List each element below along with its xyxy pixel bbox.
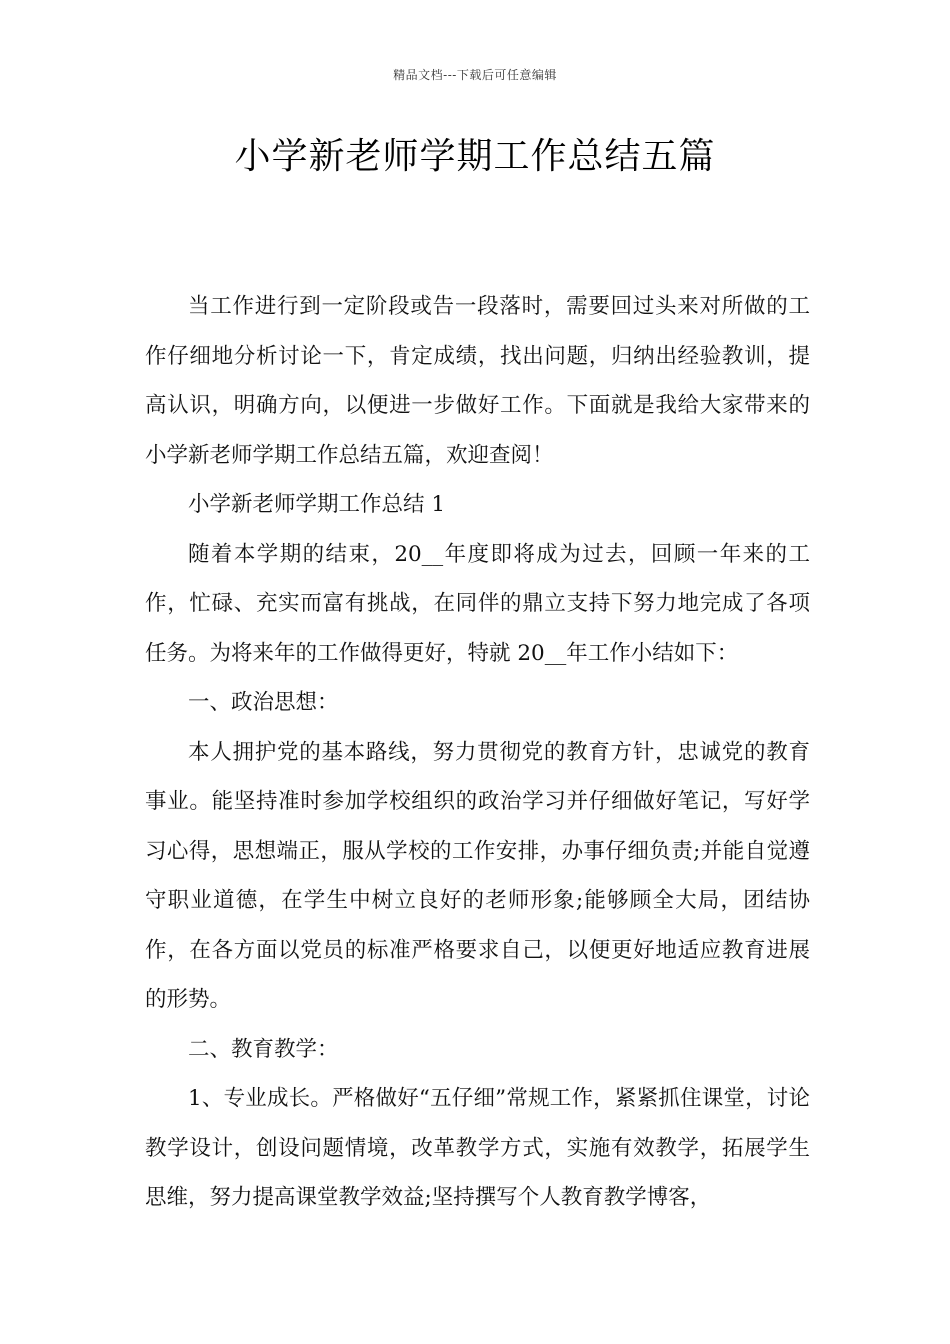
page-header-note: 精品文档---下载后可任意编辑 <box>393 68 557 82</box>
section-heading-politics: 一、政治思想： <box>188 690 339 715</box>
body-paragraph: 随着本学期的结束，20__年度即将成为过去，回顾一年来的工作，忙碌、充实而富有挑战，在同伴的鼎立支持下努力地完成了各项任务。为将来年的工作做得更好，特就 20__年工作小结如下： <box>145 541 810 666</box>
document-title: 小学新老师学期工作总结五篇 <box>234 136 716 177</box>
section-heading-teaching: 二、教育教学： <box>188 1036 339 1062</box>
intro-paragraph: 当工作进行到一定阶段或告一段落时，需要回过头来对所做的工作仔细地分析讨论一下，肯定成绩，找出问题，归纳出经验教训，提高认识，明确方向，以便进一步做好工作。下面就是我给大家带来的小学新老师学期工作总结五篇，欢迎查阅！ <box>145 294 810 468</box>
body-paragraph: 1、专业成长。严格做好“五仔细”常规工作，紧紧抓住课堂，讨论教学设计，创设问题情境，改革教学方式，实施有效教学，拓展学生思维，努力提高课堂教学效益;坚持撰写个人教育教学博客， <box>145 1086 810 1210</box>
body-paragraph: 本人拥护党的基本路线，努力贯彻党的教育方针，忠诚党的教育事业。能坚持准时参加学校组织的政治学习并仔细做好笔记，写好学习心得，思想端正，服从学校的工作安排，办事仔细负责;并能自觉遵守职业道德，在学生中树立良好的老师形象;能够顾全大局，团结协作，在各方面以党员的标准严格要求自己，以便更好地适应教育进展的形势。 <box>145 739 810 1012</box>
section-heading-summary-1: 小学新老师学期工作总结 1 <box>188 492 446 517</box>
document-body <box>145 282 810 1223</box>
